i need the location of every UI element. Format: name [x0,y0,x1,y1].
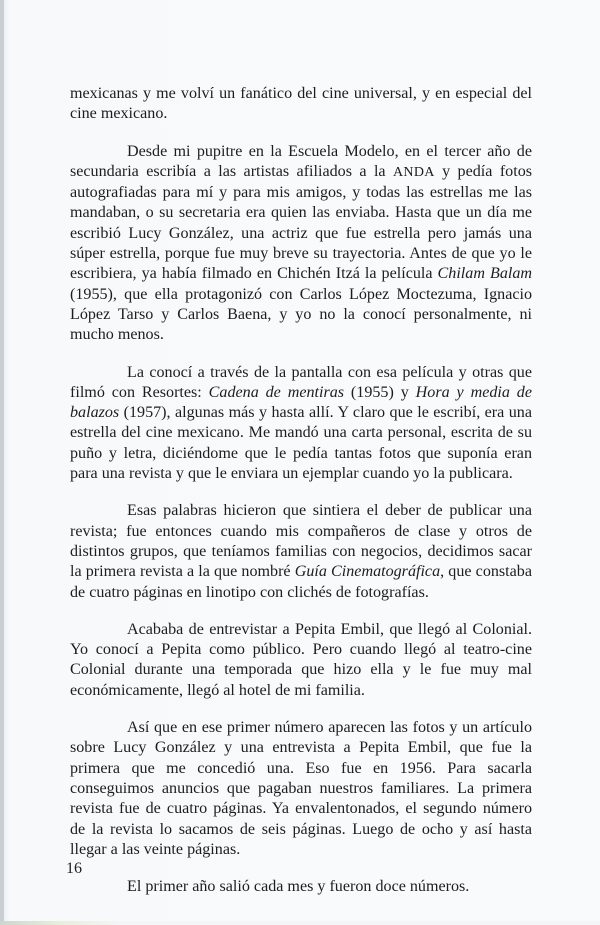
paragraph-7 [70,877,532,897]
paragraph-4 [70,501,532,602]
italic-title: Hora y media de balazos [70,383,532,422]
text-run: , que constaba de cuatro páginas en linotipo con clichés de fotografías. [70,563,532,601]
text-run: (1957), algunas más y hasta allí. Y claro que le escribí, era una estrella del cine mexicano. Me mandó una carta personal, escrita de su puño y letra, diciéndome que le pedía tantas fotos que suponía eran para una revista y que le enviara un ejemplar cuando yo la publicara. [70,404,532,483]
text-run: El primer año salió cada mes y fueron doce números. [127,878,470,896]
text-run: mexicanas y me volví un fanático del cine universal, y en especial del cine mexicano. [70,85,532,123]
paragraph-1 [70,84,532,125]
text-run: Así que en ese primer número aparecen las fotos y un artículo sobre Lucy González y una entrevista a Pepita Embil, que fue la primera que me concedió una. Eso fue en 1956. Para sacarla conseguimos anuncios que pagaban nuestros familiares. La primera revista fue de cuatro páginas. Ya envalentonados, el segundo número de la revista lo sacamos de seis páginas. Luego de ocho y así hasta llegar a las veinte páginas. [70,719,532,858]
page-binding-edge [0,0,4,925]
paragraph-6 [70,718,532,860]
text-run: La conocí a través de la pantalla con esa película y otras que filmó con Resortes: [70,363,532,401]
page-bottom-edge [0,921,600,925]
paragraph-5 [70,620,532,701]
acronym: ANDA [393,164,435,180]
text-run: (1955) y [344,383,416,401]
body-text [70,84,532,914]
italic-title: Guía Cinematográfica [294,563,441,581]
paragraph-3 [70,363,532,485]
text-run: y pedía fotos autografiadas para mí y para mis amigos, y todas las estrellas me las mandaban, o su secretaria era quien las enviaba. Hasta que un día me escribió Lucy González, una actriz que fue estrella pero jamás una súper estrella, porque fue muy breve su trayectoria. Antes de que yo le escribiera, ya había filmado en Chichén Itzá la película [70,162,533,283]
paragraph-2 [70,142,532,346]
italic-title: Cadena de mentiras [208,383,345,401]
italic-title: Chilam Balam [437,265,533,283]
text-run: Acababa de entrevistar a Pepita Embil, que llegó al Colonial. Yo conocí a Pepita como público. Pero cuando llegó al teatro-cine Colonial durante una temporada que hizo ella y le fue muy mal económicamente, llegó al hotel de mi familia. [70,620,532,699]
page-number: 16 [66,860,82,877]
text-run: Desde mi pupitre en la Escuela Modelo, en el tercer año de secundaria escribía a las artistas afiliados a la [70,142,532,180]
text-run: Esas palabras hicieron que sintiera el deber de publicar una revista; fue entonces cuando mis compañeros de clase y otros de distintos grupos, que teníamos familias con negocios, decidimos sacar la primera revista a la que nombré [70,502,532,581]
text-run: (1955), que ella protagonizó con Carlos López Moctezuma, Ignacio López Tarso y Carlos Baena, y yo no la conocí personalmente, ni mucho menos. [70,285,532,344]
